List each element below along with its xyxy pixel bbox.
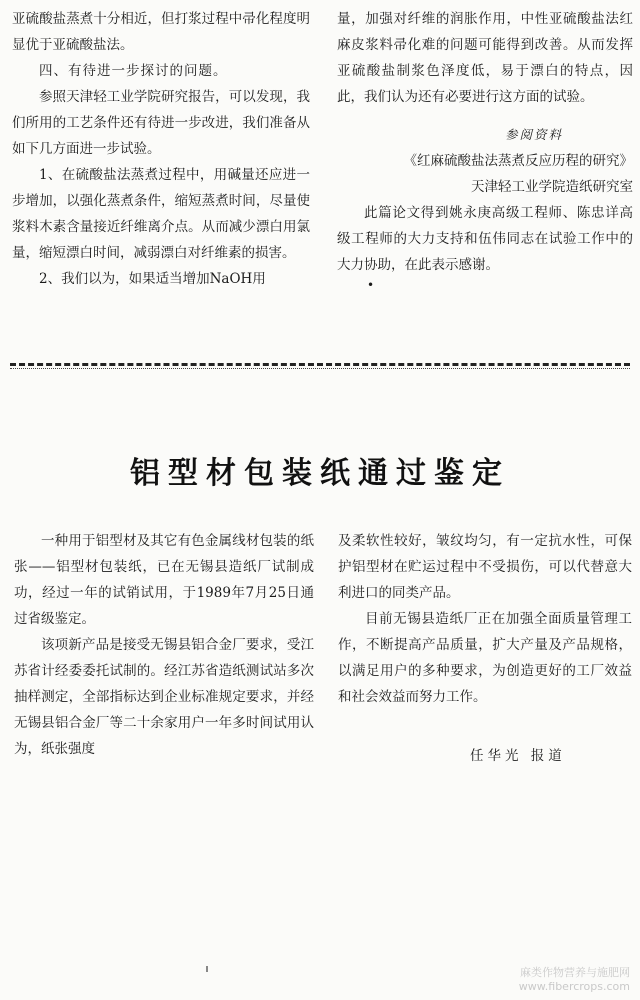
byline: 任华光 报道 xyxy=(470,748,566,764)
paragraph: 2、我们以为，如果适当增加NaOH用 xyxy=(39,271,266,287)
article-right-column xyxy=(338,528,632,710)
paragraph: 目前无锡县造纸厂正在加强全面质量管理工作，不断提高产品质量，扩大产量及产品规格，以满足用户的多种要求，为创造更好的工厂效益和社会效益而努力工作。 xyxy=(338,611,632,705)
paragraph: 一种用于铝型材及其它有色金属线材包装的纸张——铝型材包装纸，已在无锡县造纸厂试制成功，经过一年的试销试用，于1989年7月25日通过省级鉴定。 xyxy=(14,533,314,627)
top-right-column xyxy=(337,6,633,292)
article-left-column xyxy=(14,528,314,762)
paragraph: 1、在硫酸盐法蒸煮过程中，用碱量还应进一步增加，以强化蒸煮条件，缩短蒸煮时间，尽量使浆料木素含量接近纤维离介点。从而减少漂白用氯量，缩短漂白时间，减弱漂白对纤维素的损害。 xyxy=(12,167,310,261)
article-title: 铝型材包装纸通过鉴定 xyxy=(130,456,510,491)
paragraph: 该项新产品是接受无锡县铝合金厂要求，受江苏省计经委委托试制的。经江苏省造纸测试站多次抽样测定，全部指标达到企业标准规定要求，并经无锡县铝合金厂等二十余家用户一年多时间试用认为，纸张强度 xyxy=(14,637,314,757)
watermark xyxy=(519,966,630,994)
section-divider-dotted xyxy=(10,368,630,369)
watermark-site-name: 麻类作物营养与施肥网 xyxy=(520,966,630,979)
section-heading: 四、有待进一步探讨的问题。 xyxy=(39,63,228,79)
paragraph: 亚硫酸盐蒸煮十分相近，但打浆过程中帚化程度明显优于亚硫酸盐法。 xyxy=(12,11,310,53)
reference-title: 《红麻硫酸盐法蒸煮反应历程的研究》 xyxy=(403,153,633,169)
scan-speck xyxy=(206,966,208,972)
paragraph: 及柔软性较好，皱纹均匀，有一定抗水性，可保护铝型材在贮运过程中不受损伤，可以代替意大利进口的同类产品。 xyxy=(338,533,632,601)
references-heading: 参阅资料 xyxy=(504,127,563,142)
watermark-url: www.fibercrops.com xyxy=(518,980,630,993)
paragraph: 参照天津轻工业学院研究报告，可以发现，我们所用的工艺条件还有待进一步改进，我们准备从如下几方面进一步试验。 xyxy=(12,89,310,157)
bullet-mark: • xyxy=(367,278,375,292)
paragraph: 量，加强对纤维的润胀作用，中性亚硫酸盐法红麻皮浆料帚化难的问题可能得到改善。从而发挥亚硫酸盐制浆色泽度低，易于漂白的特点，因此，我们认为还有必要进行这方面的试验。 xyxy=(337,11,633,105)
top-left-column xyxy=(12,6,310,292)
section-divider xyxy=(10,363,630,366)
acknowledgement: 此篇论文得到姚永庚高级工程师、陈忠详高级工程师的大力支持和伍伟同志在试验工作中的大力协助，在此表示感谢。 xyxy=(337,205,633,273)
spacer xyxy=(337,110,633,122)
reference-organization: 天津轻工业学院造纸研究室 xyxy=(471,179,633,195)
